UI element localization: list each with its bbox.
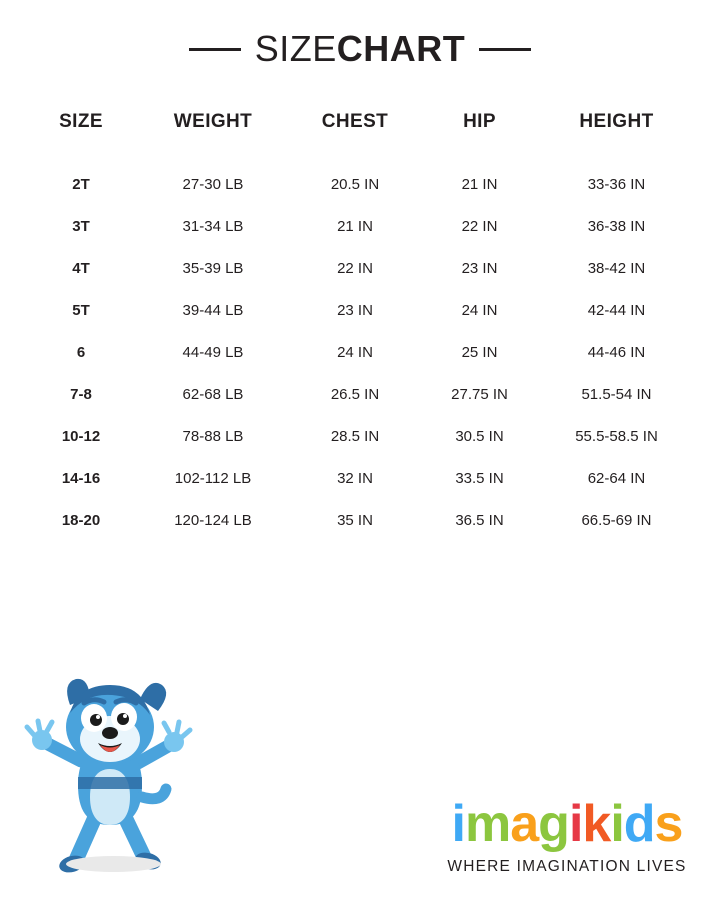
cell-size: 5T bbox=[72, 301, 90, 319]
cell-height: 36-38 IN bbox=[587, 217, 646, 235]
table-row bbox=[25, 247, 695, 289]
size-chart-table bbox=[25, 110, 695, 541]
column-header-hip: HIP bbox=[463, 111, 496, 132]
cell-chest: 26.5 IN bbox=[330, 385, 380, 403]
logo-letter: m bbox=[465, 795, 511, 853]
cell-size: 10-12 bbox=[61, 427, 101, 445]
page-title bbox=[0, 0, 720, 70]
cell-weight: 44-49 LB bbox=[182, 343, 244, 361]
cell-weight: 78-88 LB bbox=[182, 427, 244, 445]
logo-letter: i bbox=[610, 795, 624, 853]
column-header-chest: CHEST bbox=[321, 111, 389, 132]
cell-chest: 28.5 IN bbox=[330, 427, 380, 445]
cell-size: 3T bbox=[72, 217, 90, 235]
table-row bbox=[25, 499, 695, 541]
logo-letter: s bbox=[654, 795, 683, 853]
cell-height: 55.5-58.5 IN bbox=[575, 427, 658, 445]
cell-size: 18-20 bbox=[61, 511, 101, 529]
cell-height: 66.5-69 IN bbox=[581, 511, 652, 529]
bluey-character-illustration bbox=[18, 665, 208, 880]
tail bbox=[142, 789, 166, 799]
cell-chest: 20.5 IN bbox=[330, 175, 380, 193]
title-rule-right bbox=[479, 48, 531, 51]
cell-chest: 23 IN bbox=[337, 301, 373, 319]
cell-height: 42-44 IN bbox=[587, 301, 646, 319]
logo-letter: g bbox=[538, 795, 569, 853]
cell-hip: 24 IN bbox=[461, 301, 498, 319]
cell-hip: 23 IN bbox=[461, 259, 498, 277]
cell-hip: 25 IN bbox=[461, 343, 498, 361]
cell-size: 7-8 bbox=[70, 385, 92, 403]
title-word-size: SIZE bbox=[254, 28, 337, 69]
cell-weight: 27-30 LB bbox=[182, 175, 244, 193]
title-text bbox=[255, 28, 466, 70]
cell-chest: 35 IN bbox=[337, 511, 373, 529]
cell-weight: 39-44 LB bbox=[182, 301, 244, 319]
cell-height: 33-36 IN bbox=[587, 175, 646, 193]
cell-weight: 62-68 LB bbox=[182, 385, 244, 403]
imagikids-logo bbox=[432, 795, 702, 876]
cell-size: 4T bbox=[72, 259, 90, 277]
cell-hip: 30.5 IN bbox=[455, 427, 504, 445]
table-row bbox=[25, 205, 695, 247]
cell-height: 44-46 IN bbox=[587, 343, 646, 361]
table-row bbox=[25, 289, 695, 331]
logo-letter: d bbox=[623, 795, 655, 853]
cell-height: 62-64 IN bbox=[587, 469, 646, 487]
table-row bbox=[25, 163, 695, 205]
logo-letter: i bbox=[451, 795, 465, 853]
cell-hip: 27.75 IN bbox=[451, 385, 508, 403]
table-row bbox=[25, 373, 695, 415]
logo-letter: k bbox=[582, 795, 611, 853]
bluey-character-svg bbox=[18, 665, 208, 880]
table-row bbox=[25, 331, 695, 373]
logo-letter: i bbox=[568, 795, 583, 853]
cell-chest: 21 IN bbox=[337, 217, 373, 235]
table-row bbox=[25, 415, 695, 457]
table-header-row bbox=[25, 110, 695, 163]
cell-size: 6 bbox=[76, 343, 86, 361]
title-word-chart: CHART bbox=[336, 28, 466, 69]
cell-height: 51.5-54 IN bbox=[581, 385, 652, 403]
column-header-size: SIZE bbox=[59, 111, 103, 132]
cell-hip: 21 IN bbox=[461, 175, 498, 193]
cell-chest: 32 IN bbox=[337, 469, 373, 487]
cell-weight: 35-39 LB bbox=[182, 259, 244, 277]
character-shadow bbox=[66, 856, 161, 872]
cell-size: 14-16 bbox=[61, 469, 101, 487]
logo-tagline: WHERE IMAGINATION LIVES bbox=[447, 858, 687, 875]
cell-size: 2T bbox=[72, 175, 90, 193]
cell-weight: 120-124 LB bbox=[174, 511, 252, 529]
logo-wordmark bbox=[432, 795, 702, 853]
cell-hip: 36.5 IN bbox=[455, 511, 504, 529]
cell-chest: 24 IN bbox=[337, 343, 373, 361]
logo-letter: a bbox=[510, 795, 539, 853]
column-header-height: HEIGHT bbox=[579, 111, 654, 132]
table-row bbox=[25, 457, 695, 499]
cell-weight: 102-112 LB bbox=[174, 469, 252, 487]
cell-chest: 22 IN bbox=[337, 259, 373, 277]
cell-height: 38-42 IN bbox=[587, 259, 646, 277]
column-header-weight: WEIGHT bbox=[173, 111, 253, 132]
table-body bbox=[25, 163, 695, 541]
title-rule-left bbox=[189, 48, 241, 51]
cell-hip: 22 IN bbox=[461, 217, 498, 235]
cell-hip: 33.5 IN bbox=[455, 469, 504, 487]
cell-weight: 31-34 LB bbox=[182, 217, 244, 235]
table-header bbox=[25, 110, 695, 163]
